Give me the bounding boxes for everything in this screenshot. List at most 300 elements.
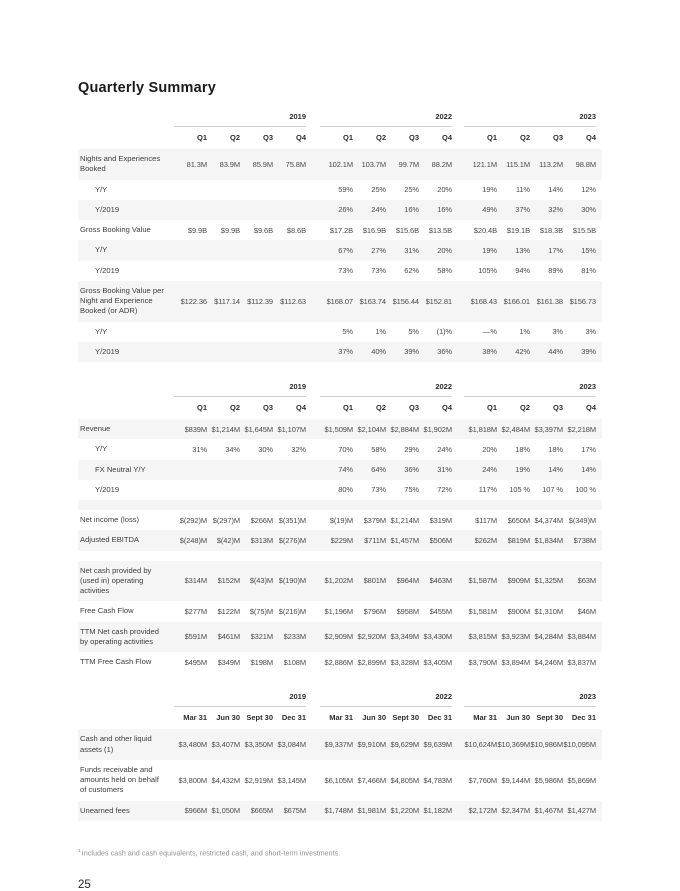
cell: $1,182M [423,806,452,816]
cell: 36% [404,465,419,475]
cell: $4,246M [534,657,563,667]
cell: $(19)M [329,515,353,525]
cell: $168.07 [326,296,353,306]
year-label: 2019 [174,112,306,127]
cell: 121.1M [472,159,497,169]
spacer-row [78,500,602,510]
column-header: Q1 [342,403,353,412]
table-row [78,622,602,653]
cell: $3,350M [244,740,273,749]
cell: 17% [581,444,596,454]
column-header: Q2 [519,403,530,412]
row-label: Revenue [80,424,111,433]
cell: $1,834M [534,535,563,545]
year-label: 2023 [464,112,596,127]
cell: $122.36 [180,296,207,306]
row-label: Unearned fees [80,805,130,815]
cell: $650M [507,515,530,525]
cell: $506M [429,535,452,545]
row-label: TTM Free Cash Flow [80,657,152,666]
cell: $9,910M [357,740,386,749]
cell: $(42)M [216,535,240,545]
cell: 31% [404,245,419,255]
column-header: Q1 [196,403,207,412]
cell: 1% [519,327,530,337]
cell: 73% [371,266,386,276]
row-label: Net cash provided by (used in) operating activities [80,565,152,595]
cell: $349M [217,657,240,667]
column-header: Q4 [585,133,596,142]
row-label: Y/Y [95,326,108,336]
cell: $1,325M [534,576,563,586]
cell: $2,886M [324,657,353,667]
cell: $1,220M [390,806,419,816]
cell: 34% [225,444,240,454]
cell: 3% [585,327,596,337]
row-label: Adjusted EBITDA [80,535,140,545]
cell: $9.6B [253,225,273,235]
cell: $495M [184,657,207,667]
cell: 62% [404,266,419,276]
cell: $1,050M [211,806,240,816]
column-header: Q1 [486,133,497,142]
cell: $10,624M [464,740,497,749]
column-header: Q3 [552,403,563,412]
cell: 44% [548,347,563,357]
row-label: Gross Booking Value [80,225,151,234]
cell: $7,760M [468,775,497,785]
cell: 24% [437,444,452,454]
column-header: Q3 [552,133,563,142]
cell: $152.81 [425,296,452,306]
cell: 115.1M [506,159,530,169]
row-label: Gross Booking Value per Night and Experience Booked (or ADR) [80,285,164,316]
cell: $46M [577,606,596,616]
cell: 83.9M [219,159,240,169]
cell: $156.44 [392,296,419,306]
cell: 17% [548,245,563,255]
row-label: Y/2019 [95,204,120,214]
cell: $3,430M [423,632,452,642]
row-label: Y/2019 [95,265,120,275]
column-header: Q2 [519,133,530,142]
cell: $4,805M [390,775,419,785]
cell: $2,899M [357,657,386,667]
cell: 5% [408,327,419,337]
row-label: Y/Y [95,184,108,194]
cell: 32% [291,444,306,454]
year-label: 2019 [174,692,306,707]
cell: 99.7M [398,159,419,169]
table-row [78,652,602,672]
cell: 80% [338,485,353,495]
cell: $277M [184,606,207,616]
column-header: Mar 31 [183,713,207,723]
cell: 38% [482,347,497,357]
cell: $(349)M [568,515,596,525]
cell: $2,104M [357,424,386,434]
cell: $3,923M [501,632,530,642]
cell: 105% [478,266,497,276]
cell: $152M [217,576,240,586]
cell: $958M [396,606,419,616]
column-header: Jun 30 [506,713,530,723]
cell: $3,405M [423,657,452,667]
cell: $796M [363,606,386,616]
cell: 31% [192,444,207,454]
cell: $3,349M [390,632,419,642]
cell: 73% [338,266,353,276]
cell: $711M [364,535,386,545]
cell: $266M [250,515,273,525]
cell: 18% [515,444,530,454]
cell: $(292)M [179,515,207,525]
table-row [78,240,602,260]
cell: $1,310M [534,606,563,616]
table-row [78,530,602,550]
cell: 20% [482,444,497,454]
table-row [78,281,602,322]
cell: $1,214M [390,515,419,525]
year-label: 2022 [320,112,452,127]
cell: $379M [363,515,386,525]
column-header: Dec 31 [571,713,596,723]
cell: 36% [437,347,452,357]
cell: 42% [515,347,530,357]
column-header: Q4 [585,403,596,412]
year-header-row [78,692,602,707]
footnote-marker: 1 [78,848,81,854]
cell: 25% [404,185,419,195]
footnote [78,849,602,857]
cell: 73% [371,485,386,495]
table-row [78,342,602,362]
cell: $(216)M [278,606,306,616]
cell: $(351)M [278,515,306,525]
column-header: Q2 [229,403,240,412]
cell: $108M [283,657,306,667]
cell: $2,347M [501,806,530,816]
cell: 70% [338,444,353,454]
cell: $18.3B [539,225,563,235]
cell: 67% [338,245,353,255]
cell: 30% [581,205,596,215]
cell: $20.4B [473,225,497,235]
cell: $10,369M [497,740,530,749]
row-label: Funds receivable and amounts held on behalf of customers [80,764,159,795]
column-header: Sept 30 [536,713,563,723]
cell: 81% [581,266,596,276]
cell: $964M [396,576,419,586]
cell: $117.14 [214,296,240,306]
column-header: Q4 [441,133,452,142]
cell: 89% [548,266,563,276]
table-row [78,510,602,530]
cell: $229M [330,535,353,545]
cell: 24% [482,465,497,475]
cell: $900M [507,606,530,616]
row-label: Free Cash Flow [80,606,134,616]
year-label: 2023 [464,692,596,707]
cell: $3,894M [501,657,530,667]
table-row [78,149,602,180]
cell: $9,144M [501,775,530,785]
cell: $1,581M [468,606,497,616]
cell: $909M [507,576,530,586]
cell: 39% [404,347,419,357]
cell: $1,509M [324,424,353,434]
cell: $819M [507,535,530,545]
cell: 24% [371,205,386,215]
cell: $1,427M [567,806,596,816]
cell: $262M [474,535,497,545]
cell: 113.2M [539,159,563,169]
year-header-row [78,382,602,397]
cell: 14% [581,465,596,475]
cell: 37% [338,347,353,357]
cell: $(75)M [249,606,273,616]
cell: 14% [548,185,563,195]
cell: $313M [250,535,273,545]
document-page [78,80,602,891]
column-header: Q2 [375,133,386,142]
row-label: TTM Net cash provided by operating activities [80,626,159,646]
cell: $7,466M [357,775,386,785]
cell: $10,095M [563,740,596,749]
cell: (1)% [436,327,452,337]
cell: $3,884M [567,632,596,642]
cell: $3,790M [468,657,497,667]
table-balance-sheet-metrics [78,692,602,821]
cell: $15.5B [572,225,596,235]
cell: 13% [515,245,530,255]
cell: 27% [371,245,386,255]
cell: 72% [437,485,452,495]
table-row [78,729,602,760]
cell: $63M [577,576,596,586]
cell: $4,284M [534,632,563,642]
cell: 15% [581,245,596,255]
cell: $5,869M [567,775,596,785]
table-row [78,439,602,459]
cell: 37% [515,205,530,215]
cell: $2,919M [244,775,273,785]
cell: $9.9B [220,225,240,235]
cell: 102.1M [328,159,353,169]
footnote-text: Includes cash and cash equivalents, restricted cash, and short-term investments. [81,850,341,858]
cell: $1,981M [357,806,386,816]
cell: $9,639M [423,740,452,749]
cell: 1% [375,327,386,337]
table-row [78,200,602,220]
cell: 64% [371,465,386,475]
column-header-row [78,397,602,419]
cell: $3,145M [277,775,306,785]
cell: 18% [548,444,563,454]
cell: $1,214M [211,424,240,434]
cell: 81.3M [186,159,207,169]
cell: 74% [338,465,353,475]
cell: $3,815M [468,632,497,642]
table-row [78,561,602,602]
cell: 59% [338,185,353,195]
cell: 117% [478,485,497,495]
cell: $319M [429,515,452,525]
cell: 32% [548,205,563,215]
cell: $16.9B [362,225,386,235]
cell: $6,105M [324,775,353,785]
cell: $4,783M [423,775,452,785]
column-header: Jun 30 [362,713,386,723]
column-header-row [78,707,602,729]
column-header: Q2 [375,403,386,412]
table-row [78,322,602,342]
column-header: Mar 31 [473,713,497,723]
cell: $665M [250,806,273,816]
cell: 19% [515,465,530,475]
cell: $122M [217,606,240,616]
cell: $839M [184,424,207,434]
cell: 12% [581,185,596,195]
cell: $9,629M [390,740,419,749]
cell: 105 % [509,485,530,495]
cell: $455M [429,606,452,616]
cell: 94% [515,266,530,276]
row-label: Nights and Experiences Booked [80,154,161,174]
table-row [78,419,602,439]
cell: $3,837M [567,657,596,667]
column-header: Q3 [408,133,419,142]
cell: —% [483,327,497,337]
cell: $163.74 [359,296,386,306]
cell: $3,084M [277,740,306,749]
year-label: 2022 [320,382,452,397]
cell: $738M [573,535,596,545]
cell: 16% [437,205,452,215]
cell: 20% [437,185,452,195]
column-header: Q1 [196,133,207,142]
cell: $314M [184,576,207,586]
cell: 16% [404,205,419,215]
cell: $2,920M [357,632,386,642]
cell: $1,196M [324,606,353,616]
cell: 88.2M [431,159,452,169]
cell: $(190)M [278,576,306,586]
cell: $233M [283,632,306,642]
cell: 39% [581,347,596,357]
cell: $(43)M [249,576,273,586]
cell: 107 % [542,485,563,495]
cell: $966M [184,806,207,816]
cell: $156.73 [569,296,596,306]
cell: $9,337M [324,740,353,749]
year-header-row [78,112,602,127]
cell: $321M [250,632,273,642]
column-header: Jun 30 [216,713,240,723]
cell: $2,884M [390,424,419,434]
column-header: Dec 31 [427,713,452,723]
cell: $1,748M [324,806,353,816]
cell: $(276)M [278,535,306,545]
column-header: Q3 [262,133,273,142]
column-header: Q1 [342,133,353,142]
cell: $17.2B [329,225,353,235]
table-row [78,801,602,821]
cell: $(297)M [212,515,240,525]
table-financial-metrics [78,382,602,672]
year-label: 2022 [320,692,452,707]
cell: $3,800M [178,775,207,785]
row-label: Y/2019 [95,484,120,494]
cell: 40% [371,347,386,357]
table-row [78,261,602,281]
cell: 29% [404,444,419,454]
table-row [78,220,602,240]
row-label: Net income (loss) [80,515,140,524]
cell: 98.8M [575,159,596,169]
row-label: FX Neutral Y/Y [95,464,146,474]
page-number: 25 [78,879,91,891]
cell: $1,645M [244,424,273,434]
cell: $591M [184,632,207,642]
cell: 30% [258,444,273,454]
cell: 20% [437,245,452,255]
table-row [78,480,602,500]
row-label: Y/Y [95,245,108,255]
cell: $463M [429,576,452,586]
cell: 19% [482,185,497,195]
column-header: Q4 [295,403,306,412]
column-header: Q3 [408,403,419,412]
cell: $10,986M [530,740,563,749]
cell: 103.7M [361,159,386,169]
cell: 5% [342,327,353,337]
cell: $1,107M [277,424,306,434]
cell: $117M [475,515,497,525]
cell: $112.63 [280,296,306,306]
table-operational-metrics [78,112,602,362]
cell: $4,432M [211,775,240,785]
cell: 19% [482,245,497,255]
cell: 58% [437,266,452,276]
cell: $1,818M [468,424,497,434]
cell: $2,484M [501,424,530,434]
table-row [78,460,602,480]
table-row [78,180,602,200]
column-header: Sept 30 [246,713,273,723]
cell: $5,986M [534,775,563,785]
column-header: Dec 31 [281,713,306,723]
cell: $675M [283,806,306,816]
cell: 11% [515,185,530,195]
cell: 100 % [575,485,596,495]
column-header: Mar 31 [329,713,353,723]
cell: $2,172M [468,806,497,816]
cell: $1,902M [423,424,452,434]
cell: 3% [552,327,563,337]
cell: 75.8M [285,159,306,169]
cell: 85.9M [252,159,273,169]
row-label: Y/2019 [95,346,120,356]
cell: $3,397M [534,424,563,434]
table-row [78,760,602,801]
cell: 25% [371,185,386,195]
column-header: Sept 30 [392,713,419,723]
cell: $161.38 [536,296,563,306]
cell: $2,909M [324,632,353,642]
cell: $4,374M [534,515,563,525]
cell: 31% [437,465,452,475]
